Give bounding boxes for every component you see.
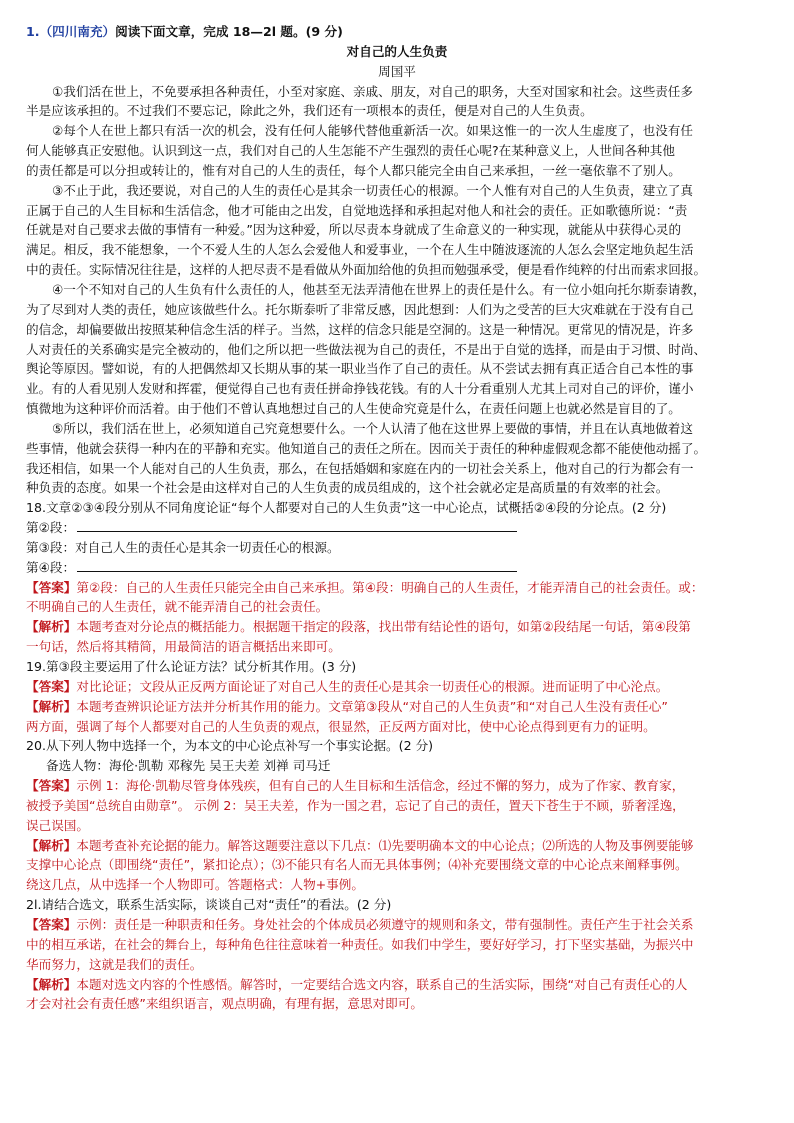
q19-analysis	[26, 697, 768, 717]
q21-answer-cont: 华而努力，这就是我们的责任。	[26, 956, 203, 972]
article-body	[26, 82, 768, 499]
q20-answer	[26, 776, 768, 796]
q21-question: 2l.请结合选文，联系生活实际，谈谈自己对“责任”的看法。(2 分)	[26, 897, 392, 913]
article-line: 的信念，却偏要做出按照某种信念生活的样子。当然，这样的信念只能是空洞的。这是一种情况。更常见的情况是，许多	[26, 321, 694, 337]
q19-question: 19.第③段主要运用了什么论证方法？试分析其作用。(3 分)	[26, 659, 357, 674]
q20-analysis	[26, 836, 768, 856]
answer-tag: 【答案】	[26, 678, 77, 694]
article-line: 舆论等原因。譬如说，有的人把偶然却又长期从事的某一职业当作了自己的责任。从不尝试去拥有真正适合自己本性的事	[26, 361, 694, 377]
article-line: 满足。相反，我不能想象，一个不爱人生的人怎么会爱他人和爱事业，一个在人生中随波逐流的人怎么会坚定地负起生活	[26, 242, 694, 258]
q18-paragraph4-row	[26, 558, 768, 578]
q18-paragraph2-row	[26, 518, 768, 538]
q18-analysis-text: 本题考查对分论点的概括能力。根据题干指定的段落，找出带有结论性的语句，如第②段结尾一句话，第④段第	[76, 619, 691, 635]
q19-analysis-cont: 两方面，强调了每个人都要对自己的人生负责的观点，很显然，正反两方面对比，使中心论点得到更有力的证明。	[26, 718, 656, 734]
analysis-tag: 【解析】	[26, 698, 77, 714]
article-line: 何人能够真正安慰他。认识到这一点，我们对自己的人生怎能不产生强烈的责任心呢?在某种意义上，人世间各种其他	[26, 143, 675, 159]
question-19	[26, 657, 768, 736]
q20-analysis-text: 本题考查补充论据的能力。解答这题要注意以下几点：⑴先要明确本文的中心论点；⑵所选的人物及事例要能够	[76, 837, 694, 853]
question-instruction: 阅读下面文章，完成 18—2l 题。(9 分)	[115, 24, 343, 39]
article-line: 中的责任。实际情况往往是，这样的人把尽责不是看做从外面加给他的负担而勉强承受，便是看作纯粹的付出而索求回报。	[26, 262, 707, 278]
q21-analysis-text: 本题对选文内容的个性感悟。解答时，一定要结合选文内容，联系自己的生活实际，围绕“对自己有责任心的人	[76, 976, 688, 992]
article-line: 人对责任的关系确实是完全被动的，他们之所以把一些做法视为自己的责任，不是出于自觉的选择，而是由于习惯、时尚、	[26, 341, 707, 357]
q21-analysis-cont: 才会对社会有责任感”来组织语言，观点明确，有理有据，意思对即可。	[26, 996, 423, 1012]
article-line: ④一个不知对自己的人生负有什么责任的人，他甚至无法弄清他在世界上的责任是什么。有一位小姐向托尔斯泰请教，	[52, 281, 706, 297]
article-line: 的责任都是可以分担或转让的，惟有对自己的人生的责任，每个人都只能完全由自己来承担，一丝一毫依靠不了别人。	[26, 162, 681, 178]
document-page	[26, 22, 768, 1014]
q21-analysis	[26, 975, 768, 995]
q20-analysis-cont: 支撑中心论点（即围绕“责任”，紧扣论点）；⑶不能只有名人而无具体事例；⑷补充要围绕文章的中心论点来阐释事例。	[26, 857, 688, 873]
answer-tag: 【答案】	[26, 916, 77, 932]
answer-tag: 【答案】	[26, 579, 77, 595]
article-line: 慎微地为这种评价而活着。由于他们不曾认真地想过自己的人生使命究竟是什么，在责任问题上也就必然是盲目的了。	[26, 401, 681, 417]
q18-paragraph2-label: 第②段：	[26, 520, 76, 536]
article-line: 些事情，他就会获得一种内在的平静和充实。他知道自己的责任之所在。因而关于责任的种种虚假观念都不能使他动摇了。	[26, 440, 707, 456]
q18-paragraph2-answer-blank[interactable]	[77, 518, 517, 532]
q20-answer-text: 示例 1：海伦·凯勒尽管身体残疾，但有自己的人生目标和生活信念，经过不懈的努力，成为了作家、教育家，	[76, 778, 685, 794]
analysis-tag: 【解析】	[26, 837, 77, 853]
q18-analysis-cont: 一句话，然后将其精简，用最简洁的语言概括出来即可。	[26, 639, 341, 655]
question-source: （四川南充）	[39, 24, 116, 39]
question-18	[26, 498, 768, 657]
q19-answer-text: 对比论证；文段从正反两方面论证了对自己人生的责任心是其余一切责任心的根源。进而证明了中心沦点。	[76, 678, 669, 694]
article-author: 周国平	[378, 63, 416, 79]
q20-question: 20.从下列人物中选择一个，为本文的中心论点补写一个事实论据。(2 分)	[26, 738, 434, 754]
q20-answer-cont: 误己误国。	[26, 817, 89, 833]
q18-analysis	[26, 617, 768, 637]
q18-paragraph3-text: 第③段：对自己人生的责任心是其余一切责任心的根源。	[26, 539, 340, 555]
article-line: ③不止于此，我还要说，对自己的人生的责任心是其余一切责任心的根源。一个人惟有对自己的人生负责，建立了真	[52, 182, 693, 198]
q18-answer-cont: 不明确自己的人生责任，就不能弄清自己的社会责任。	[26, 599, 329, 615]
q20-analysis-cont: 绕这几点，从中选择一个人物即可。答题格式：人物+事例。	[26, 877, 364, 893]
answer-tag: 【答案】	[26, 778, 77, 794]
q20-answer-cont: 被授予美国“总统自由勋章”。 示例 2：吴王夫差，作为一国之君，忘记了自己的责任，置天下苍生于不顾，骄奢淫逸，	[26, 797, 685, 813]
q21-answer-text: 示例：责任是一种职责和任务。身处社会的个体成员必须遵守的规则和条文，带有强制性。责任产生于社会关系	[76, 916, 694, 932]
q21-answer-cont: 中的相互承诺，在社会的舞台上，每种角色往往意味着一种责任。如我们中学生，要好好学习，打下坚实基础，为振兴中	[26, 936, 694, 952]
analysis-tag: 【解析】	[26, 619, 77, 635]
question-header	[26, 22, 768, 42]
question-21	[26, 895, 768, 1014]
q18-answer-text: 第②段：自己的人生责任只能完全由自己来承担。第④段：明确自己的人生责任，才能弄清自己的社会责任。或：	[76, 579, 704, 595]
question-number: 1.	[26, 24, 40, 39]
q19-analysis-text: 本题考查辨识论证方法并分析其作用的能力。文章第③段从“对自己的人生负责”和“对自己人生没有责任心”	[76, 698, 668, 714]
article-line: 正属于自己的人生目标和生活信念，他才可能由之出发，自觉地选择和承担起对他人和社会的责任。正如歌德所说：“责	[26, 202, 688, 218]
q18-paragraph4-label: 第④段：	[26, 559, 76, 575]
article-line: 种负责的态度。如果一个社会是由这样对自己的人生负责的成员组成的，这个社会就必定是高质量的有效率的社会。	[26, 480, 669, 496]
article-line: 我还相信，如果一个人能对自己的人生负责，那么，在包括婚姻和家庭在内的一切社会关系上，他对自己的行为都会有一	[26, 460, 694, 476]
question-20	[26, 736, 768, 895]
q19-answer	[26, 677, 768, 697]
article-line: ①我们活在世上，不免要承担各种责任，小至对家庭、亲戚、朋友，对自己的职务，大至对国家和社会。这些责任多	[52, 83, 693, 99]
q18-question: 18.文章②③④段分别从不同角度论证“每个人都要对自己的人生负责”这一中心论点，试概括②④段的分论点。(2 分)	[26, 500, 667, 516]
q20-candidates: 备选人物：海伦·凯勒 邓稼先 吴王夫差 刘禅 司马迁	[46, 758, 331, 774]
article-line: 为了尽到对人类的责任，她应该做些什么。托尔斯泰听了非常反感，因此想到：人们为之受苦的巨大灾难就在于没有自己	[26, 301, 694, 317]
analysis-tag: 【解析】	[26, 976, 77, 992]
q18-paragraph4-answer-blank[interactable]	[77, 558, 517, 572]
article-title: 对自己的人生负责	[346, 43, 448, 59]
q21-answer	[26, 915, 768, 935]
article-line: 半是应该承担的。不过我们不要忘记，除此之外，我们还有一项根本的责任，便是对自己的人生负责。	[26, 103, 593, 119]
article-line: ⑤所以，我们活在世上，必须知道自己究竟想要什么。一个人认清了他在这世界上要做的事情，并且在认真地做着这	[52, 420, 693, 436]
article-line: 业。有的人看见别人发财和挥霍，便觉得自己也有责任拼命挣钱花钱。有的人十分看重别人尤其上司对自己的评价，谨小	[26, 381, 694, 397]
article-line: ②每个人在世上都只有活一次的机会，没有任何人能够代替他重新活一次。如果这惟一的一次人生虚度了，也没有任	[52, 123, 693, 139]
q18-answer	[26, 578, 768, 598]
article-line: 任就是对自己要求去做的事情有一种爱。”因为这种爱，所以尽责本身就成了生命意义的一种实现，就能从中获得心灵的	[26, 222, 682, 238]
